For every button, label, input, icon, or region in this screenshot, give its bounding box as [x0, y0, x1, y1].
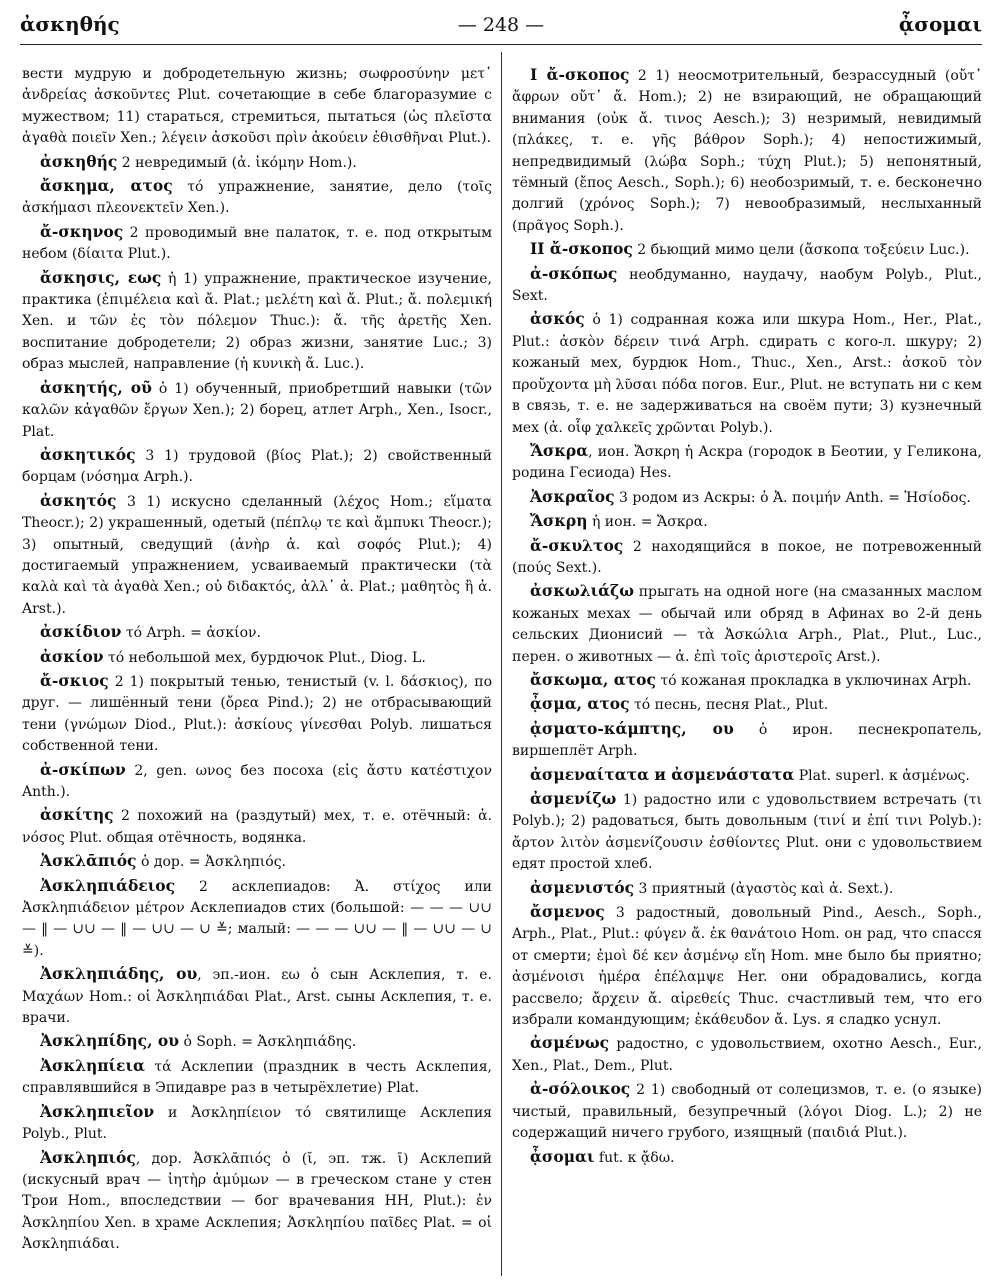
entry-headword: ἀσμενίζω [530, 789, 617, 808]
entry-definition: 2 1) покрытый тенью, тенистый (v. l. δάσκιος), по друг. — лишённый тени (ὄρεα Pind.); 2) не отбрасывающий тени (γνώμων Diod., Plut.): ἀσκίους γίνεσθαι Polyb. лишаться собственной тени. [22, 673, 492, 755]
entry-definition: 2 1) свободный от солецизмов, т. е. (о языке) чистый, правильный, безупречный (λόγοι Diog. L.); 2) не содержащий ничего грубого, изящный (παιδιά Plut.). [512, 1082, 982, 1142]
entry-definition: 3 1) искусно сделанный (λέχος Hom.; εἵματα Theocr.); 2) украшенный, одетый (πέπλῳ τε καὶ ἄμπυκι Theocr.); 3) опытный, сведущий (ἀνὴρ ἀ. καὶ σοφός Plut.); 4) достигаемый упражнением, усваиваемый практически (τὰ καλὰ καὶ τὰ ἀγαθὰ Xen.; οὐ διδακτός, ἀλλ᾽ ἀ. Plat.; μαθητὸς ἢ ἀ. Arst.). [22, 493, 492, 617]
entry-headword: Ἀσκληπιεῖον [40, 1101, 155, 1121]
entry-definition: ὁ 1) обученный, приобретший навыки (τῶν καλῶν κἀγαθῶν ἔργων Xen.); 2) борец, атлет Arph., Xen., Isocr., Plat. [22, 380, 492, 440]
entry-definition: 3 приятный (ἀγαστὸς καὶ ἀ. Sext.). [634, 880, 894, 897]
dictionary-entry [512, 693, 982, 716]
dictionary-entry [22, 175, 492, 220]
entry-definition: τό песнь, песня Plat., Plut. [629, 697, 829, 714]
dictionary-entry [22, 1101, 492, 1146]
entry-headword: ἀσκηθής [40, 151, 118, 171]
entry-headword: ἄσκωμα, ατος [530, 669, 656, 689]
dictionary-entry [512, 238, 982, 261]
dictionary-entry [22, 1055, 492, 1100]
dictionary-entry [512, 263, 982, 308]
dictionary-entry [512, 440, 982, 485]
entry-headword: Ἀσκληπιάδειος [40, 875, 176, 895]
entry-definition: 2 похожий на (раздутый) мех, т. е. отёчный: ἀ. νόσος Plut. общая отёчность, водянка. [22, 808, 492, 846]
entry-headword: Ἄσκρα [530, 440, 589, 460]
entry-headword: ἄσκησις, εως [40, 267, 162, 287]
dictionary-entry [22, 64, 492, 150]
entry-definition: , дор. Ἀσκλᾱπιός ὁ (ῐ, эп. тж. ῑ) Асклепий (искусный врач — ἰητὴρ ἀμύμων — в греческом стане у стен Трои Hom., впоследствии — бог врачевания HH, Plut.): ἐν Ἀσκληπίου Xen. в храме Асклепия; Ἀσκληπίου παῖδες Plat. = οἱ Ἀσκληπιάδαι. [22, 1150, 492, 1253]
entry-headword: Ἀσκραῖος [530, 486, 615, 506]
dictionary-entry [512, 535, 982, 580]
dictionary-entry [22, 490, 492, 620]
dictionary-entry [512, 1146, 982, 1169]
entry-headword: ᾆσμα, ατος [530, 694, 630, 714]
entry-definition: τό упражнение, занятие, дело (τοῖς ἀσκήμασι πλεονεκτεῖν Xen.). [22, 179, 492, 217]
entry-definition: 2, gen. ωνος без посоха (εἰς ἄστυ κατέστιχον Anth.). [22, 762, 492, 800]
entry-definition: τά Асклепии (праздник в честь Асклепия, справлявшийся в Эпидавре раз в четырёхлетие) Plat. [22, 1058, 492, 1097]
entry-definition: и Ἀσκληπίειον τό святилище Асклепия Polyb., Plut. [22, 1104, 492, 1143]
dictionary-entry [22, 267, 492, 376]
dictionary-entry [22, 221, 492, 266]
entry-definition: 3 радостный, довольный Pind., Aesch., Soph., Arph., Plat., Plut.: φύγεν ἄ. ἐκ θανάτοιο Hom. он рад, что спасся от смерти; ἐμοὶ δέ κεν ἀσμένῳ εἴη Hom. мне было бы приятно; ἀσμένοισι ἡμέρα ἐπέλαμψε Her. они обрадовались, когда рассвело; ἄρχειν ἄ. αἱρεθείς Thuc. счастливый тем, что его избрали командующим; ἐκάθευδον ἄ. Lys. я сладко уснул. [512, 905, 982, 1029]
dictionary-entry [22, 151, 492, 174]
entry-definition: 3 1) трудовой (βίος Plat.); 2) свойственный борцам (νόσημα Arph.). [22, 447, 492, 486]
dictionary-entry [22, 670, 492, 758]
entry-definition: , ион. Ἄσκρη ἡ Аскра (городок в Беотии, у Геликона, родина Гесиода) Hes. [512, 443, 982, 482]
entry-definition: 1) радостно или с удовольствием встречать (τι Polyb.); 2) радоваться, быть довольным (τινί и ἐπί τινι Polyb.): ἄρτον λιτὸν ἀσμενίζουσιν ἐσθίοντες Plut. они с удовольствием едят простой хлеб. [512, 792, 982, 873]
dictionary-entry [512, 580, 982, 668]
entry-headword: ἄ-σκυλτος [530, 535, 624, 555]
entry-definition: 3 родом из Аскры: ὁ Ἀ. ποιμήν Anth. = Ἡσίοδος. [614, 489, 971, 506]
entry-headword: Ἀσκληπιάδης, ου [40, 964, 198, 984]
dictionary-entry [22, 444, 492, 489]
entry-definition: τό небольшой мех, бурдючок Plut., Diog. L. [103, 649, 426, 666]
entry-definition: ἡ ион. = Ἄσκρα. [587, 514, 708, 531]
entry-definition: fut. к ᾄδω. [594, 1149, 675, 1166]
entry-headword: Ἀσκλᾱπιός [40, 851, 137, 871]
dictionary-entry [22, 804, 492, 849]
entry-headword: Ἀσκληπίδης, ου [40, 1031, 179, 1051]
entry-headword: I ἄ-σκοπος [530, 65, 630, 84]
dictionary-entry [512, 64, 982, 237]
left-column [22, 64, 492, 1257]
entry-definition: 2 находящийся в покое, не потревоженный (πούς Sext.). [512, 538, 982, 576]
dictionary-entry [512, 788, 982, 876]
dictionary-entry [22, 377, 492, 443]
running-head [20, 12, 982, 46]
entry-definition: ὁ дор. = Ἀσκληπιός. [136, 854, 287, 871]
page-number: — 248 — [457, 14, 545, 36]
entry-definition: Plat. superl. к ἀσμένως. [794, 767, 970, 784]
header-rule [20, 44, 982, 45]
dictionary-entry [22, 646, 492, 669]
entry-headword: Ἀσκληπιός [40, 1147, 136, 1167]
entry-headword: ἀσκητής, οῦ [40, 377, 152, 397]
entry-definition: , эп.-ион. εω ὁ сын Асклепия, т. е. Μαχάων Hom.: οἱ Ἀσκληπιάδαι Plat., Arst. сыны Асклепия, т. е. врачи. [22, 967, 492, 1027]
entry-headword: II ἄ-σκοπος [530, 239, 633, 259]
entry-headword: ἀσκίον [40, 646, 104, 666]
entry-headword: ἀσκητικός [40, 444, 136, 464]
dictionary-entry [22, 850, 492, 873]
entry-headword: ἀσκητός [40, 490, 117, 510]
entry-headword: ἄσκημα, ατος [40, 176, 173, 196]
entry-definition: необдуманно, наудачу, наобум Polyb., Plut., Sext. [512, 266, 982, 305]
entry-headword: ἄσμενος [530, 902, 605, 922]
dictionary-entry [512, 764, 982, 787]
entry-headword: ἀσμένως [530, 1033, 610, 1053]
dictionary-entry [512, 877, 982, 900]
dictionary-entry [512, 901, 982, 1031]
entry-headword: Ἄσκρη [530, 511, 588, 531]
column-divider [501, 52, 502, 1276]
entry-definition: прыгать на одной ноге (на смазанных маслом кожаных мехах — обычай или обряд в Афинах во 2-й день сельских Дионисий — τὰ Ἀσκώλια Arph., Plat., Plut., Luc., перен. о животных — ἀ. ἐπὶ τοῖς ἀριστεροῖς Arst.). [512, 584, 982, 665]
dictionary-entry [22, 875, 492, 963]
entry-definition: 2 бьющий мимо цели (ἄσκοπα τοξεύειν Luc.). [632, 242, 970, 259]
dictionary-entry [22, 621, 492, 644]
dictionary-entry [22, 1147, 492, 1256]
dictionary-entry [512, 1078, 982, 1144]
dictionary-entry [512, 486, 982, 509]
dictionary-entry [512, 669, 982, 692]
entry-headword: Ἀσκληπίεια [40, 1055, 145, 1075]
entry-headword: ἀσκωλιάζω [530, 581, 634, 601]
entry-definition: ὁ Soph. = Ἀσκληπιάδης. [179, 1034, 357, 1051]
entry-definition: 2 невредимый (ἀ. ἱκόμην Hom.). [117, 154, 357, 171]
dictionary-entry [512, 718, 982, 763]
entry-definition: 2 проводимый вне палаток, т. е. под открытым небом (δίαιτα Plut.). [22, 224, 492, 263]
dictionary-entry [22, 759, 492, 804]
entry-headword: ἀσκίτης [40, 805, 114, 825]
entry-definition: 2 1) неосмотрительный, безрассудный (οὔτ᾽ ἄφρων οὔτ᾽ ἄ. Hom.); 2) не взирающий, не обращающий внимания (οὐκ ἄ. τινος Aesch.); 3) незримый, невидимый (πλάκες, т. е. γῆς βάθρον Soph.); 4) непостижимый, непредвидимый (λώβα Soph.; τύχη Plut.); 5) непонятный, тёмный (ἔπος Aesch., Soph.); 6) необозримый, т. е. бесконечно долгий (χρόνος Soph.); 7) невообразимый, неслыханный (πρᾶγος Soph.). [512, 68, 983, 234]
entry-headword: ἀ-σκόπως [530, 263, 618, 283]
dictionary-entry [512, 510, 982, 533]
entry-definition: τό кожаная прокладка в уключинах Arph. [655, 672, 972, 689]
right-column [512, 64, 982, 1170]
entry-headword: ἀσκίδιον [40, 622, 122, 642]
entry-definition: ὁ 1) содранная кожа или шкура Hom., Her., Plat., Plut.: ἀσκὸν δέρειν τινά Arph. сдирать с кого-л. шкуру; 2) кожаный мех, бурдюк Hom., Thuc., Xen., Arst.: ἀσκοῦ τὸν προὔχοντα μὴ λῦσαι πόδα погов. Eur., Plut. не вступать ни с кем в связь, т. е. не задерживаться на своём пути; 3) кузнечный мех (ἀ. οἷφ χαλκεῖς χρῶνται Polyb.). [512, 312, 982, 436]
entry-headword: ᾀσματο-κάμπτης, ου [530, 718, 734, 738]
entry-headword: ἀσμεναίτατα и ἀσμενάστατα [530, 764, 795, 784]
entry-headword: ἄ-σκηνος [40, 221, 124, 241]
dictionary-entry [22, 1030, 492, 1053]
header-first-word: ἀσκηθής [20, 12, 120, 36]
entry-definition: ἡ 1) упражнение, практическое изучение, практика (ἐπιμέλεια καὶ ἄ. Plat.; μελέτη καὶ ἄ. Plut.; ἄ. πολεμική Xen. и τῶν ἐς τὸν πόλεμον Thuc.): ἄ. τῆς ἀρετῆς Xen. воспитание добродетели; 2) образ жизни, занятие Luc.; 3) образ мыслей, направление (ἡ κυνικὴ ἄ. Luc.). [22, 270, 492, 373]
entry-definition: радостно, с удовольствием, охотно Aesch., Eur., Xen., Plat., Dem., Plut. [512, 1036, 982, 1074]
entry-headword: ἀσκός [530, 309, 585, 329]
dictionary-entry [512, 308, 982, 438]
entry-definition: ὁ ирон. песнекропатель, виршеплёт Arph. [512, 721, 983, 760]
entry-headword: ἀ-σκίπων [40, 759, 126, 779]
entry-headword: ᾆσομαι [530, 1146, 595, 1166]
entry-definition: 2 асклепиадов: Ἀ. στίχος или Ἀσκληπιάδειον μέτρον Асклепиадов стих (большой: — — — ∪∪ — ‖ — ∪∪ — ‖ — ∪∪ — ∪ ≚; малый: — — — ∪∪ — ‖ — ∪∪ — ∪ ≚). [22, 878, 492, 959]
entry-headword: ἀσμενιστός [530, 877, 635, 897]
entry-headword: ἀ-σόλοικος [530, 1079, 631, 1099]
dictionary-entry [512, 1032, 982, 1077]
entry-headword: ἄ-σκιος [40, 670, 109, 690]
header-last-word: ᾆσομαι [898, 12, 982, 36]
entry-definition: вести мудрую и добродетельную жизнь; σωφροσύνην μετ᾽ ἀνδρείας ἀσκοῦντες Plut. сочетающие в себе благоразумие с мужеством; 11) стараться, стремиться, пытаться (ὡς πλεῖστα ἀγαθὰ ποιεῖν Xen.; λέγειν ἀσκοῦσι πρὶν ἀκούειν ἐθισθῆναι Plut.). [22, 66, 492, 147]
entry-definition: τό Arph. = ἀσκίον. [121, 625, 261, 642]
dictionary-entry [22, 963, 492, 1029]
